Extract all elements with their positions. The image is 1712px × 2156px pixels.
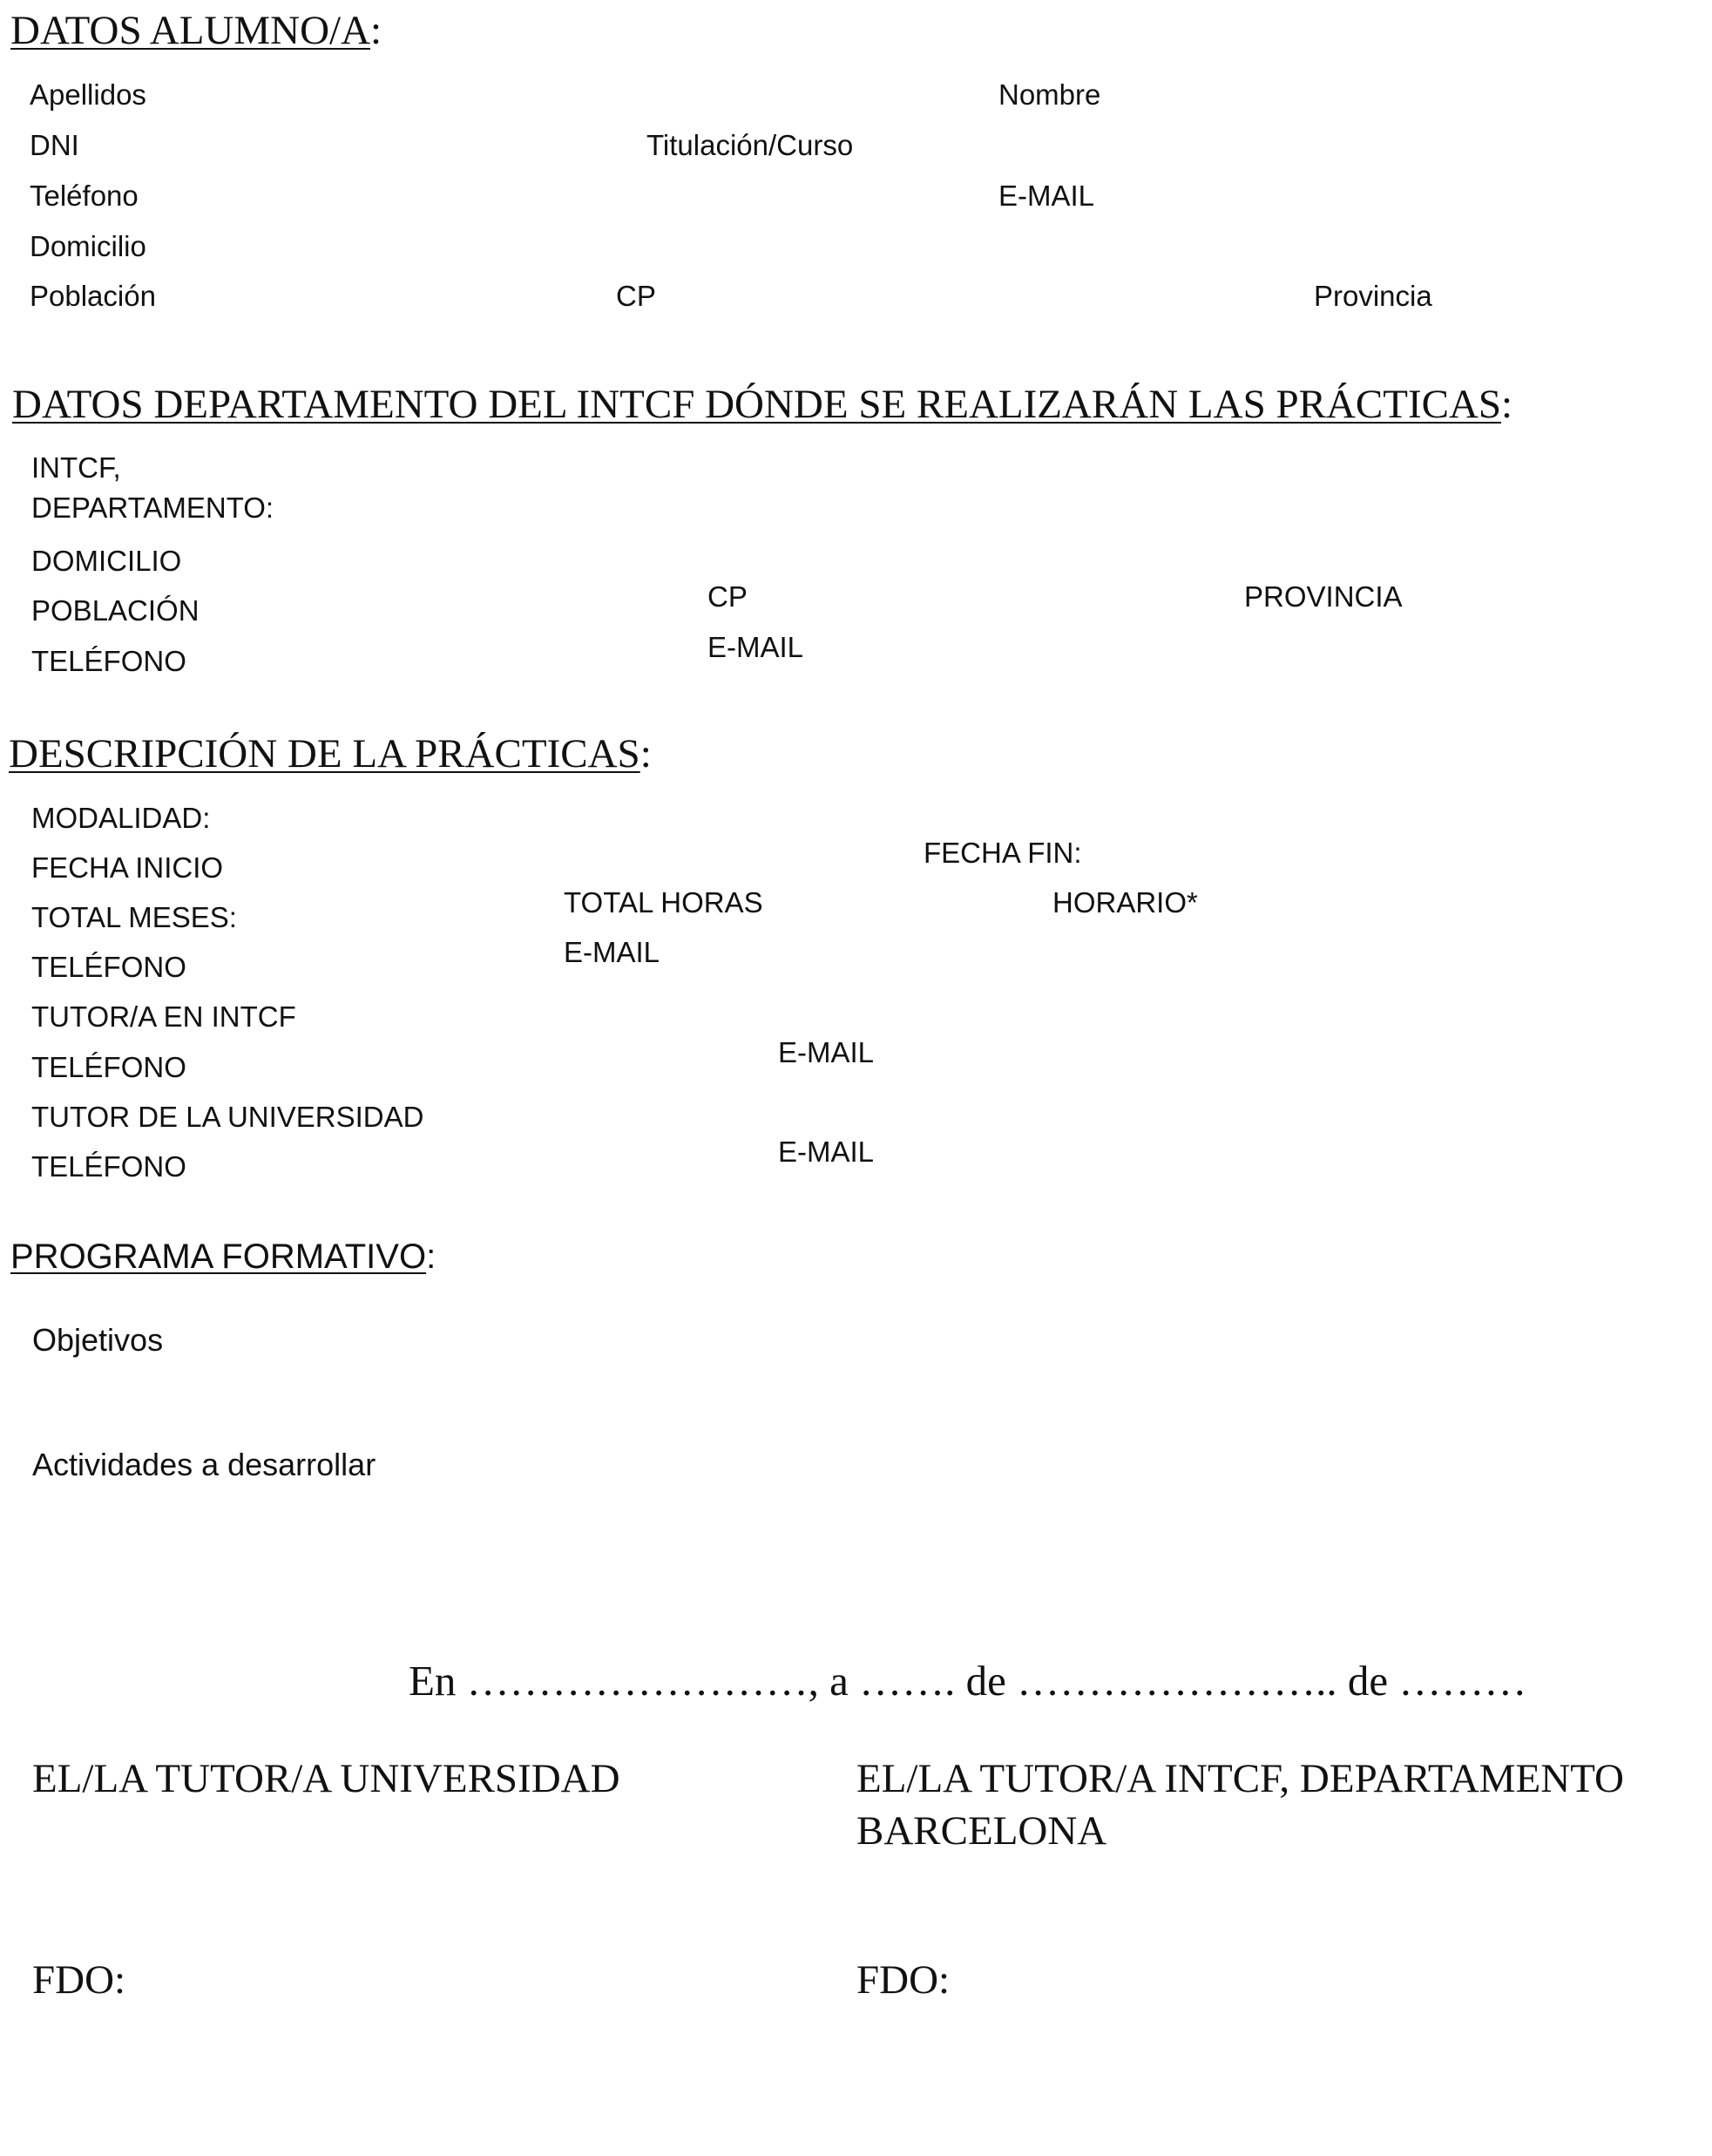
label-total-horas[interactable]: TOTAL HORAS bbox=[564, 886, 763, 919]
label-telefono-3[interactable]: TELÉFONO bbox=[31, 1150, 186, 1183]
label-nombre[interactable]: Nombre bbox=[998, 78, 1101, 111]
label-email-3[interactable]: E-MAIL bbox=[778, 1136, 875, 1168]
label-telefono-2[interactable]: TELÉFONO bbox=[31, 1051, 186, 1083]
label-telefono-1[interactable]: TELÉFONO bbox=[31, 951, 186, 983]
label-titulacion[interactable]: Titulación/Curso bbox=[646, 129, 854, 161]
signature-fdo-intcf[interactable] bbox=[856, 1957, 951, 2003]
label-email[interactable]: E-MAIL bbox=[998, 180, 1095, 212]
label-email-1[interactable]: E-MAIL bbox=[564, 936, 660, 968]
signature-title-intcf-line2: BARCELONA bbox=[856, 1808, 1107, 1854]
heading-colon: : bbox=[1501, 382, 1513, 427]
label-provincia[interactable]: Provincia bbox=[1314, 280, 1432, 312]
fdo-colon: : bbox=[938, 1957, 951, 2003]
label-cp[interactable]: CP bbox=[707, 580, 748, 613]
label-fecha-fin[interactable]: FECHA FIN: bbox=[924, 837, 1082, 869]
signature-fdo-universidad[interactable] bbox=[32, 1957, 126, 2003]
section-heading-programa bbox=[10, 1239, 436, 1274]
label-tutor-intcf[interactable]: TUTOR/A EN INTCF bbox=[31, 1000, 296, 1033]
label-cp[interactable]: CP bbox=[616, 280, 656, 312]
label-objetivos[interactable]: Objetivos bbox=[32, 1322, 164, 1358]
fdo-text: FDO bbox=[32, 1957, 115, 2003]
date-place-line[interactable]: En ……………………, a ……. de ………………….. de ……… bbox=[409, 1657, 1527, 1705]
label-telefono[interactable]: TELÉFONO bbox=[31, 645, 186, 677]
label-tutor-universidad[interactable]: TUTOR DE LA UNIVERSIDAD bbox=[31, 1101, 424, 1133]
label-fecha-inicio[interactable]: FECHA INICIO bbox=[31, 851, 224, 884]
label-email-2[interactable]: E-MAIL bbox=[778, 1036, 875, 1068]
label-departamento[interactable]: DEPARTAMENTO: bbox=[31, 492, 274, 524]
label-total-meses[interactable]: TOTAL MESES: bbox=[31, 901, 237, 933]
fdo-text: FDO bbox=[856, 1957, 939, 2003]
label-telefono[interactable]: Teléfono bbox=[30, 180, 139, 212]
label-domicilio[interactable]: DOMICILIO bbox=[31, 545, 182, 577]
section-heading-departamento bbox=[12, 384, 1512, 425]
heading-text: DATOS DEPARTAMENTO DEL INTCF DÓNDE SE REALIZARÁN LAS PRÁCTICAS bbox=[12, 382, 1502, 427]
label-domicilio[interactable]: Domicilio bbox=[30, 230, 146, 262]
heading-text: PROGRAMA FORMATIVO bbox=[10, 1237, 427, 1276]
label-modalidad[interactable]: MODALIDAD: bbox=[31, 802, 211, 834]
label-email[interactable]: E-MAIL bbox=[707, 631, 804, 663]
label-intcf[interactable]: INTCF, bbox=[31, 451, 121, 484]
heading-text: DESCRIPCIÓN DE LA PRÁCTICAS bbox=[9, 731, 640, 776]
signature-title-universidad: EL/LA TUTOR/A UNIVERSIDAD bbox=[32, 1756, 620, 1801]
label-horario[interactable]: HORARIO* bbox=[1052, 886, 1198, 919]
signature-title-intcf-line1: EL/LA TUTOR/A INTCF, DEPARTAMENTO bbox=[856, 1756, 1624, 1801]
label-poblacion[interactable]: POBLACIÓN bbox=[31, 594, 200, 627]
heading-colon: : bbox=[370, 8, 382, 53]
label-provincia[interactable]: PROVINCIA bbox=[1244, 580, 1403, 613]
section-heading-descripcion bbox=[9, 731, 652, 776]
fdo-colon: : bbox=[114, 1957, 126, 2003]
label-actividades[interactable]: Actividades a desarrollar bbox=[32, 1447, 376, 1482]
heading-colon: : bbox=[639, 731, 652, 776]
heading-colon: : bbox=[426, 1237, 436, 1276]
section-heading-alumno bbox=[10, 10, 382, 51]
heading-text: DATOS ALUMNO/A bbox=[10, 8, 371, 53]
label-poblacion[interactable]: Población bbox=[30, 280, 156, 312]
label-dni[interactable]: DNI bbox=[30, 129, 79, 161]
label-apellidos[interactable]: Apellidos bbox=[30, 78, 146, 111]
